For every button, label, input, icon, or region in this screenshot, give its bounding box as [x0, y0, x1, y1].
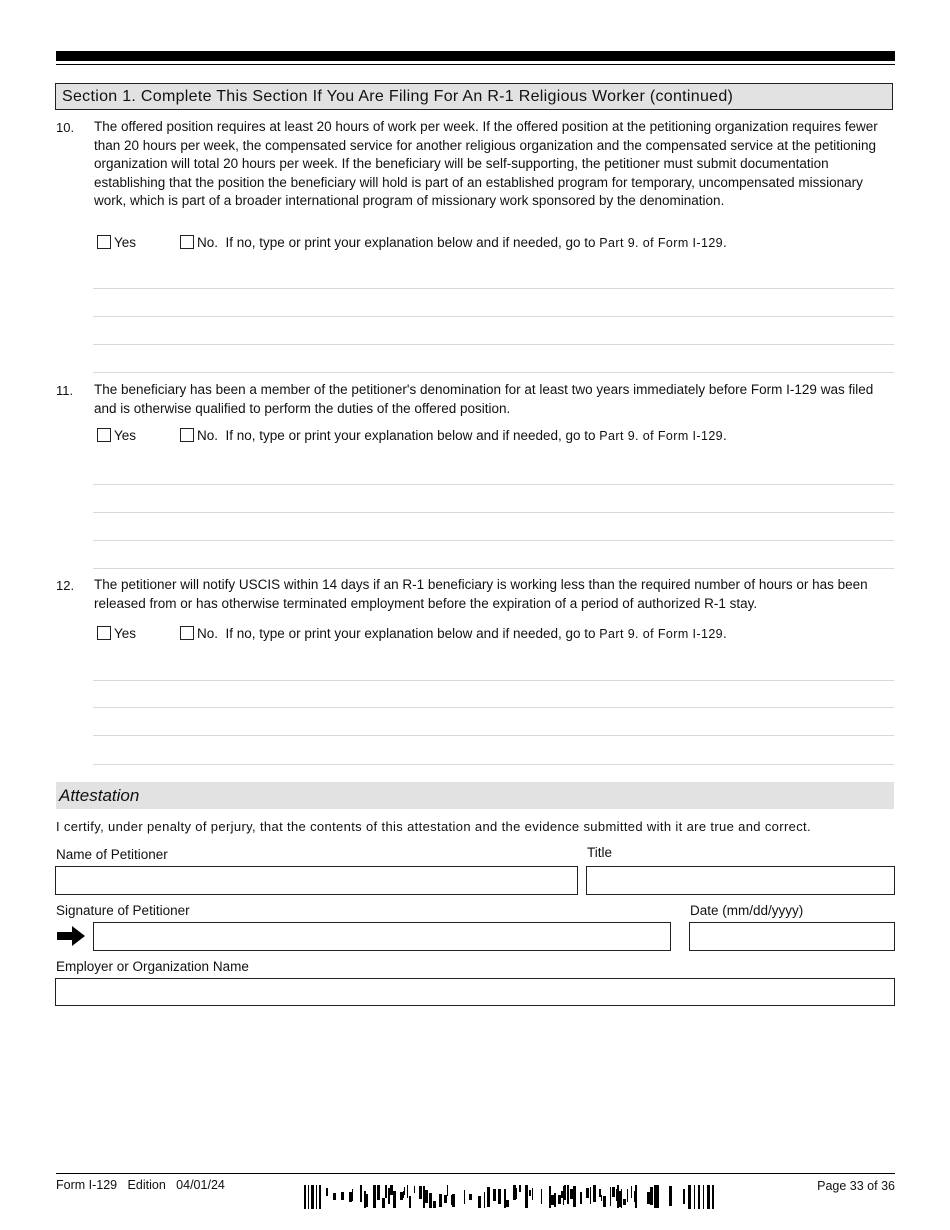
explanation-line[interactable] — [93, 484, 894, 485]
period: . — [723, 626, 727, 641]
question-10-no-option — [180, 235, 727, 251]
explanation-line[interactable] — [93, 680, 894, 681]
explanation-line[interactable] — [93, 344, 894, 345]
footer-rule — [56, 1173, 895, 1174]
question-number: 11. — [56, 383, 74, 398]
explanation-line[interactable] — [93, 707, 894, 708]
explanation-line[interactable] — [93, 316, 894, 317]
part-reference: Part 9. of Form I-129 — [599, 429, 724, 443]
period: . — [723, 235, 727, 250]
yes-checkbox[interactable] — [97, 626, 111, 640]
explanation-line[interactable] — [93, 540, 894, 541]
question-number: 10. — [56, 120, 75, 135]
no-checkbox[interactable] — [180, 626, 194, 640]
no-instruction: If no, type or print your explanation below and if needed, go to — [225, 428, 596, 443]
question-12-no-option — [180, 626, 727, 642]
employer-field[interactable] — [55, 978, 895, 1006]
question-11-no-option — [180, 428, 727, 444]
yes-label: Yes — [114, 626, 137, 641]
top-rule-thin — [56, 64, 895, 65]
arrow-right-icon — [57, 926, 85, 946]
question-10-options — [97, 235, 136, 251]
no-label: No. — [197, 626, 219, 641]
explanation-line[interactable] — [93, 735, 894, 736]
barcode — [304, 1185, 714, 1209]
no-checkbox[interactable] — [180, 428, 194, 442]
name-of-petitioner-label: Name of Petitioner — [56, 847, 168, 862]
explanation-line[interactable] — [93, 764, 894, 765]
question-number: 12. — [56, 578, 75, 593]
period: . — [723, 428, 727, 443]
no-label: No. — [197, 428, 219, 443]
explanation-line[interactable] — [93, 288, 894, 289]
top-rule-thick — [56, 51, 895, 61]
no-label: No. — [197, 235, 219, 250]
date-label: Date (mm/dd/yyyy) — [690, 903, 804, 918]
form-edition: Form I-129 Edition 04/01/24 — [56, 1178, 225, 1192]
part-reference: Part 9. of Form I-129 — [599, 236, 724, 250]
question-12-options — [97, 626, 136, 642]
no-checkbox[interactable] — [180, 235, 194, 249]
explanation-line[interactable] — [93, 568, 894, 569]
section-title: Section 1. Complete This Section If You Are Filing For An R-1 Religious Worker (continued) — [55, 83, 893, 110]
title-label: Title — [587, 845, 613, 860]
question-text: The offered position requires at least 20 hours of work per week. If the offered position at the petitioning organization requires fewer than 20 hours per week, the compensated service for another religious organization and the compensated service at the petitioning organization will total 20 hours per week. If the beneficiary will be self-supporting, the petitioner must submit documentation establishing that the position the beneficiary will hold is part of an established program for temporary, uncompensated missionary work, which is part of a broader international program of missionary work sponsored by the denomination. — [94, 119, 878, 208]
title-field[interactable] — [586, 866, 895, 895]
certify-statement: I certify, under penalty of perjury, that the contents of this attestation and the evidence submitted with it are true and correct. — [56, 819, 811, 834]
question-text: The petitioner will notify USCIS within 14 days if an R-1 beneficiary is working less than the required number of hours or has been released from or has otherwise terminated employment before the expiration of a period of authorized R-1 stay. — [94, 577, 868, 611]
yes-checkbox[interactable] — [97, 235, 111, 249]
part-reference: Part 9. of Form I-129 — [599, 627, 724, 641]
date-field[interactable] — [689, 922, 895, 951]
yes-label: Yes — [114, 235, 137, 250]
employer-label: Employer or Organization Name — [56, 959, 249, 974]
attestation-heading: Attestation — [56, 782, 894, 809]
signature-label: Signature of Petitioner — [56, 903, 190, 918]
explanation-line[interactable] — [93, 512, 894, 513]
question-text: The beneficiary has been a member of the petitioner's denomination for at least two years immediately before Form I-129 was filed and is otherwise qualified to perform the duties of the offered position. — [94, 382, 874, 416]
no-instruction: If no, type or print your explanation below and if needed, go to — [225, 626, 596, 641]
question-11-options — [97, 428, 136, 444]
yes-checkbox[interactable] — [97, 428, 111, 442]
explanation-line[interactable] — [93, 372, 894, 373]
page-number: Page 33 of 36 — [817, 1179, 895, 1193]
signature-field[interactable] — [93, 922, 671, 951]
yes-label: Yes — [114, 428, 137, 443]
name-of-petitioner-field[interactable] — [55, 866, 578, 895]
no-instruction: If no, type or print your explanation below and if needed, go to — [225, 235, 596, 250]
